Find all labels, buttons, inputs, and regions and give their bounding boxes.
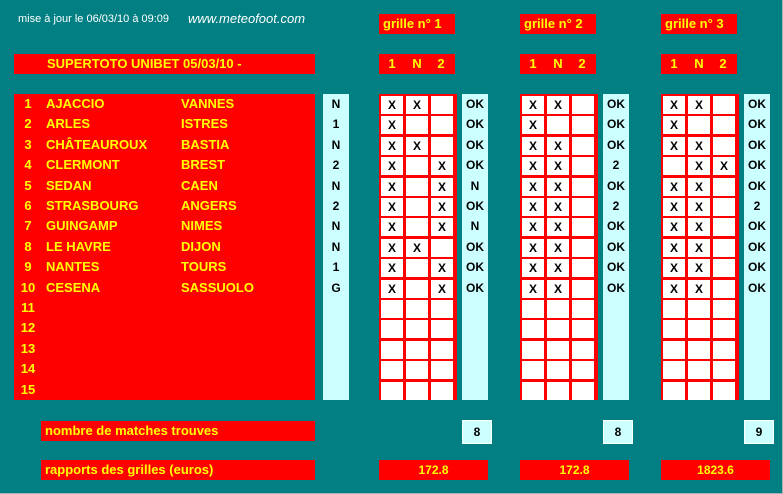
match-row [14,135,315,155]
pick-cell[interactable] [406,157,428,175]
pick-status [603,298,629,318]
pick-status: OK [607,97,625,111]
grille-2-col-header [520,54,596,74]
pick-status: OK [466,260,484,275]
match-list [14,94,315,400]
pick-cell[interactable]: X [522,178,544,196]
pick-cell[interactable] [688,116,710,134]
pick-status [603,380,629,400]
col-1-label: 1 [388,56,396,71]
pick-cell[interactable]: X [381,280,403,298]
pick-cell[interactable] [663,157,685,175]
pick-cell[interactable] [663,300,685,318]
page-title: SUPERTOTO UNIBET 05/03/10 - [47,56,242,71]
site-link[interactable]: www.meteofoot.com [188,11,306,26]
col-n-label: N [694,56,704,71]
pick-cell[interactable] [406,218,428,236]
pick-cell[interactable]: X [431,280,453,298]
away-team: BASTIA [181,136,230,152]
pick-cell[interactable] [406,116,428,134]
pick-cell[interactable]: X [522,137,544,155]
pick-status: OK [607,178,625,193]
pick-cell[interactable] [572,96,594,114]
pick-cell[interactable] [406,320,428,338]
away-team: DIJON [181,238,221,254]
pick-cell[interactable] [547,300,569,318]
pick-cell[interactable] [406,382,428,400]
pick-cell[interactable] [547,320,569,338]
pick-cell[interactable]: X [688,198,710,216]
pick-status [462,380,488,400]
grille-1-col-header [379,54,455,74]
pick-cell[interactable]: X [406,137,428,155]
col-1-label: 1 [670,56,678,71]
match-result: 2 [332,199,340,213]
match-number: 14 [20,361,36,377]
col-n-label: N [553,56,563,71]
pick-cell[interactable]: X [547,218,569,236]
pick-cell[interactable] [431,341,453,359]
pick-cell[interactable]: X [688,137,710,155]
pick-cell[interactable]: X [522,198,544,216]
pick-cell[interactable] [572,361,594,379]
pick-cell[interactable] [713,137,735,155]
grille-3-col-header [661,54,737,74]
pick-cell[interactable] [663,382,685,400]
pick-cell[interactable] [431,382,453,400]
pick-cell[interactable] [572,259,594,277]
pick-status: OK [748,158,766,173]
pick-cell[interactable] [431,96,453,114]
pick-cell[interactable]: X [381,239,403,257]
pick-cell[interactable] [572,341,594,359]
pick-status [462,318,488,338]
grille-1-title: grille n° 1 [379,14,455,34]
pick-cell[interactable]: X [381,116,403,134]
pick-status: 2 [612,158,620,173]
pick-cell[interactable] [572,218,594,236]
home-team: AJACCIO [46,96,105,111]
grille-2-found-count: 8 [603,420,633,444]
pick-status: OK [466,199,484,213]
pick-cell[interactable] [522,320,544,338]
match-number: 15 [20,381,36,397]
match-number: 4 [24,157,32,173]
home-team: SEDAN [46,177,92,193]
match-row [14,237,315,257]
pick-cell[interactable]: X [431,218,453,236]
pick-cell[interactable] [381,361,403,379]
grille-3-found-count: 9 [744,420,774,444]
pick-cell[interactable]: X [688,157,710,175]
pick-status: OK [466,117,484,132]
pick-cell[interactable] [713,259,735,277]
pick-status [744,339,770,359]
pick-cell[interactable] [572,280,594,298]
pick-cell[interactable]: X [663,239,685,257]
match-result [323,339,349,359]
pick-cell[interactable] [572,116,594,134]
found-label: nombre de matches trouves [45,423,219,438]
away-team: SASSUOLO [181,279,254,295]
pick-cell[interactable] [688,300,710,318]
home-team: GUINGAMP [46,218,118,234]
pick-status [462,339,488,359]
pick-cell[interactable] [431,116,453,134]
result-column [323,94,349,400]
match-row [14,196,315,216]
pick-status: OK [466,280,484,295]
pick-status [744,298,770,318]
pick-cell[interactable] [713,218,735,236]
pick-cell[interactable] [522,341,544,359]
pick-status: OK [748,280,766,295]
pick-cell[interactable]: X [663,198,685,216]
match-row [14,278,315,298]
col-2-label: 2 [437,56,445,71]
match-result [323,318,349,338]
match-result [323,298,349,318]
pick-cell[interactable] [381,382,403,400]
grille-1-rapport: 172.8 [379,460,488,480]
pick-cell[interactable] [381,341,403,359]
match-result: G [331,280,341,295]
title-bar [14,54,315,74]
pick-status: N [470,219,480,234]
col-2-label: 2 [719,56,727,71]
pick-cell[interactable] [547,361,569,379]
pick-cell[interactable]: X [522,96,544,114]
match-number: 5 [24,177,32,193]
pick-cell[interactable] [431,361,453,379]
pick-status: 2 [753,199,761,213]
home-team: CLERMONT [46,157,120,173]
pick-cell[interactable] [431,137,453,155]
pick-status: OK [607,219,625,234]
pick-cell[interactable]: X [522,280,544,298]
pick-cell[interactable]: X [381,137,403,155]
pick-cell[interactable]: X [547,198,569,216]
match-number: 2 [24,116,32,132]
pick-cell[interactable]: X [688,218,710,236]
match-result: N [331,219,341,234]
pick-cell[interactable] [547,116,569,134]
pick-cell[interactable]: X [522,239,544,257]
pick-status: OK [466,158,484,173]
pick-cell[interactable] [688,320,710,338]
pick-cell[interactable] [713,239,735,257]
pick-cell[interactable] [713,361,735,379]
match-result: N [331,178,341,193]
pick-status: OK [466,239,484,254]
away-team: NIMES [181,218,223,234]
pick-status: OK [748,219,766,234]
pick-cell[interactable]: X [406,96,428,114]
pick-cell[interactable]: X [663,280,685,298]
pick-cell[interactable] [713,116,735,134]
away-team: BREST [181,157,226,173]
home-team: ARLES [46,116,91,132]
pick-cell[interactable]: X [522,218,544,236]
match-row [14,380,315,400]
pick-status: OK [748,178,766,193]
pick-cell[interactable] [431,300,453,318]
col-2-label: 2 [578,56,586,71]
pick-cell[interactable]: X [547,239,569,257]
col-n-label: N [412,56,422,71]
pick-cell[interactable] [713,198,735,216]
pick-cell[interactable] [431,239,453,257]
pick-status: OK [466,97,484,111]
pick-cell[interactable] [688,361,710,379]
pick-status: OK [607,260,625,275]
pick-status [462,298,488,318]
pick-status: OK [748,260,766,275]
match-result: 1 [332,260,340,275]
pick-cell[interactable] [572,320,594,338]
match-result [323,359,349,379]
pick-status: 2 [612,199,620,213]
pick-cell[interactable] [381,320,403,338]
match-number: 11 [21,300,35,315]
grille-3-title: grille n° 3 [661,14,737,34]
home-team: STRASBOURG [46,198,139,213]
grille-3-rapport: 1823.6 [661,460,770,480]
pick-cell[interactable]: X [547,96,569,114]
grille-3-grid [661,94,739,400]
home-team: CHÂTEAUROUX [46,136,148,152]
match-row [14,359,315,379]
pick-status: OK [607,280,625,295]
grille-2-status-column [603,94,629,400]
pick-cell[interactable] [713,300,735,318]
col-1-label: 1 [529,56,537,71]
pick-cell[interactable] [713,320,735,338]
home-team: CESENA [46,279,101,295]
pick-status: OK [748,239,766,254]
match-result: 2 [332,158,340,173]
home-team: LE HAVRE [46,238,111,254]
pick-cell[interactable] [663,341,685,359]
pick-status: OK [607,137,625,152]
pick-status [603,359,629,379]
pick-cell[interactable]: X [522,157,544,175]
pick-cell[interactable] [406,178,428,196]
match-row [14,257,315,277]
pick-status: OK [607,239,625,254]
away-team: TOURS [181,259,227,275]
pick-cell[interactable]: X [688,239,710,257]
pick-status: OK [748,137,766,152]
pick-cell[interactable]: X [381,218,403,236]
pick-status: OK [748,117,766,132]
pick-cell[interactable]: X [688,259,710,277]
found-label-bar [41,421,315,441]
match-row [14,216,315,236]
grille-3-status-column [744,94,770,400]
pick-cell[interactable]: X [547,259,569,277]
pick-cell[interactable]: X [522,116,544,134]
match-number: 10 [20,279,36,295]
pick-cell[interactable] [713,341,735,359]
pick-cell[interactable]: X [663,178,685,196]
pick-status: N [470,178,480,193]
pick-cell[interactable] [572,178,594,196]
away-team: VANNES [181,96,235,111]
match-result: 1 [332,117,340,132]
match-number: 13 [20,340,36,356]
match-row [14,318,315,338]
pick-status [744,318,770,338]
pick-cell[interactable]: X [381,157,403,175]
pick-cell[interactable] [406,361,428,379]
match-row [14,94,315,114]
pick-cell[interactable] [572,239,594,257]
pick-cell[interactable] [572,300,594,318]
pick-cell[interactable] [381,300,403,318]
match-row [14,298,315,318]
pick-cell[interactable]: X [406,239,428,257]
pick-cell[interactable]: X [713,157,735,175]
pick-cell[interactable]: X [431,198,453,216]
pick-status [603,339,629,359]
pick-cell[interactable]: X [381,178,403,196]
pick-cell[interactable] [572,137,594,155]
pick-cell[interactable] [713,382,735,400]
away-team: ISTRES [181,116,228,132]
away-team: CAEN [181,177,218,193]
pick-cell[interactable]: X [431,259,453,277]
pick-status: OK [607,117,625,132]
match-row [14,155,315,175]
pick-cell[interactable] [522,300,544,318]
match-number: 9 [24,259,32,275]
match-number: 12 [20,320,36,336]
match-number: 1 [24,96,32,111]
pick-cell[interactable]: X [663,137,685,155]
pick-cell[interactable]: X [522,259,544,277]
grille-2-grid [520,94,598,400]
pick-status [462,359,488,379]
match-row [14,339,315,359]
pick-cell[interactable] [713,96,735,114]
match-result: N [331,239,341,254]
pick-cell[interactable]: X [431,178,453,196]
pick-cell[interactable]: X [688,178,710,196]
grille-2-title: grille n° 2 [520,14,596,34]
pick-cell[interactable] [688,382,710,400]
match-result: N [331,137,341,152]
pick-cell[interactable] [663,320,685,338]
grille-1-found-count: 8 [462,420,492,444]
pick-cell[interactable]: X [381,96,403,114]
grille-1-grid [379,94,457,400]
pick-cell[interactable] [406,341,428,359]
pick-cell[interactable]: X [381,198,403,216]
pick-cell[interactable]: X [663,96,685,114]
pick-cell[interactable]: X [547,157,569,175]
pick-cell[interactable] [522,382,544,400]
pick-cell[interactable]: X [547,137,569,155]
pick-cell[interactable] [663,361,685,379]
match-number: 3 [24,136,32,152]
pick-cell[interactable] [688,341,710,359]
match-result: N [331,97,341,111]
pick-cell[interactable] [713,178,735,196]
grille-1-status-column [462,94,488,400]
match-number: 6 [24,198,32,213]
pick-cell[interactable] [522,361,544,379]
pick-cell[interactable] [431,320,453,338]
pick-cell[interactable]: X [663,259,685,277]
update-timestamp: mise à jour le 06/03/10 à 09:09 [18,13,170,25]
pick-cell[interactable]: X [381,259,403,277]
pick-cell[interactable] [406,280,428,298]
pick-status: OK [466,137,484,152]
pick-cell[interactable]: X [547,178,569,196]
rapport-label: rapports des grilles (euros) [45,462,214,477]
pick-cell[interactable]: X [688,96,710,114]
pick-cell[interactable] [406,259,428,277]
pick-cell[interactable] [547,341,569,359]
pick-cell[interactable]: X [547,280,569,298]
pick-status [744,359,770,379]
match-row [14,114,315,134]
pick-status [744,380,770,400]
pick-cell[interactable] [406,300,428,318]
pick-cell[interactable] [406,198,428,216]
pick-cell[interactable]: X [663,116,685,134]
pick-cell[interactable] [572,382,594,400]
pick-cell[interactable]: X [431,157,453,175]
pick-cell[interactable]: X [663,218,685,236]
pick-status [603,318,629,338]
pick-cell[interactable] [547,382,569,400]
match-number: 8 [24,238,32,254]
pick-cell[interactable]: X [688,280,710,298]
home-team: NANTES [46,259,100,275]
grille-2-rapport: 172.8 [520,460,629,480]
pick-cell[interactable] [572,198,594,216]
pick-cell[interactable] [572,157,594,175]
pick-status: OK [748,97,766,111]
pick-cell[interactable] [713,280,735,298]
match-row [14,176,315,196]
rapport-label-bar [41,460,315,480]
match-result [323,380,349,400]
away-team: ANGERS [181,198,237,213]
match-number: 7 [24,218,32,234]
